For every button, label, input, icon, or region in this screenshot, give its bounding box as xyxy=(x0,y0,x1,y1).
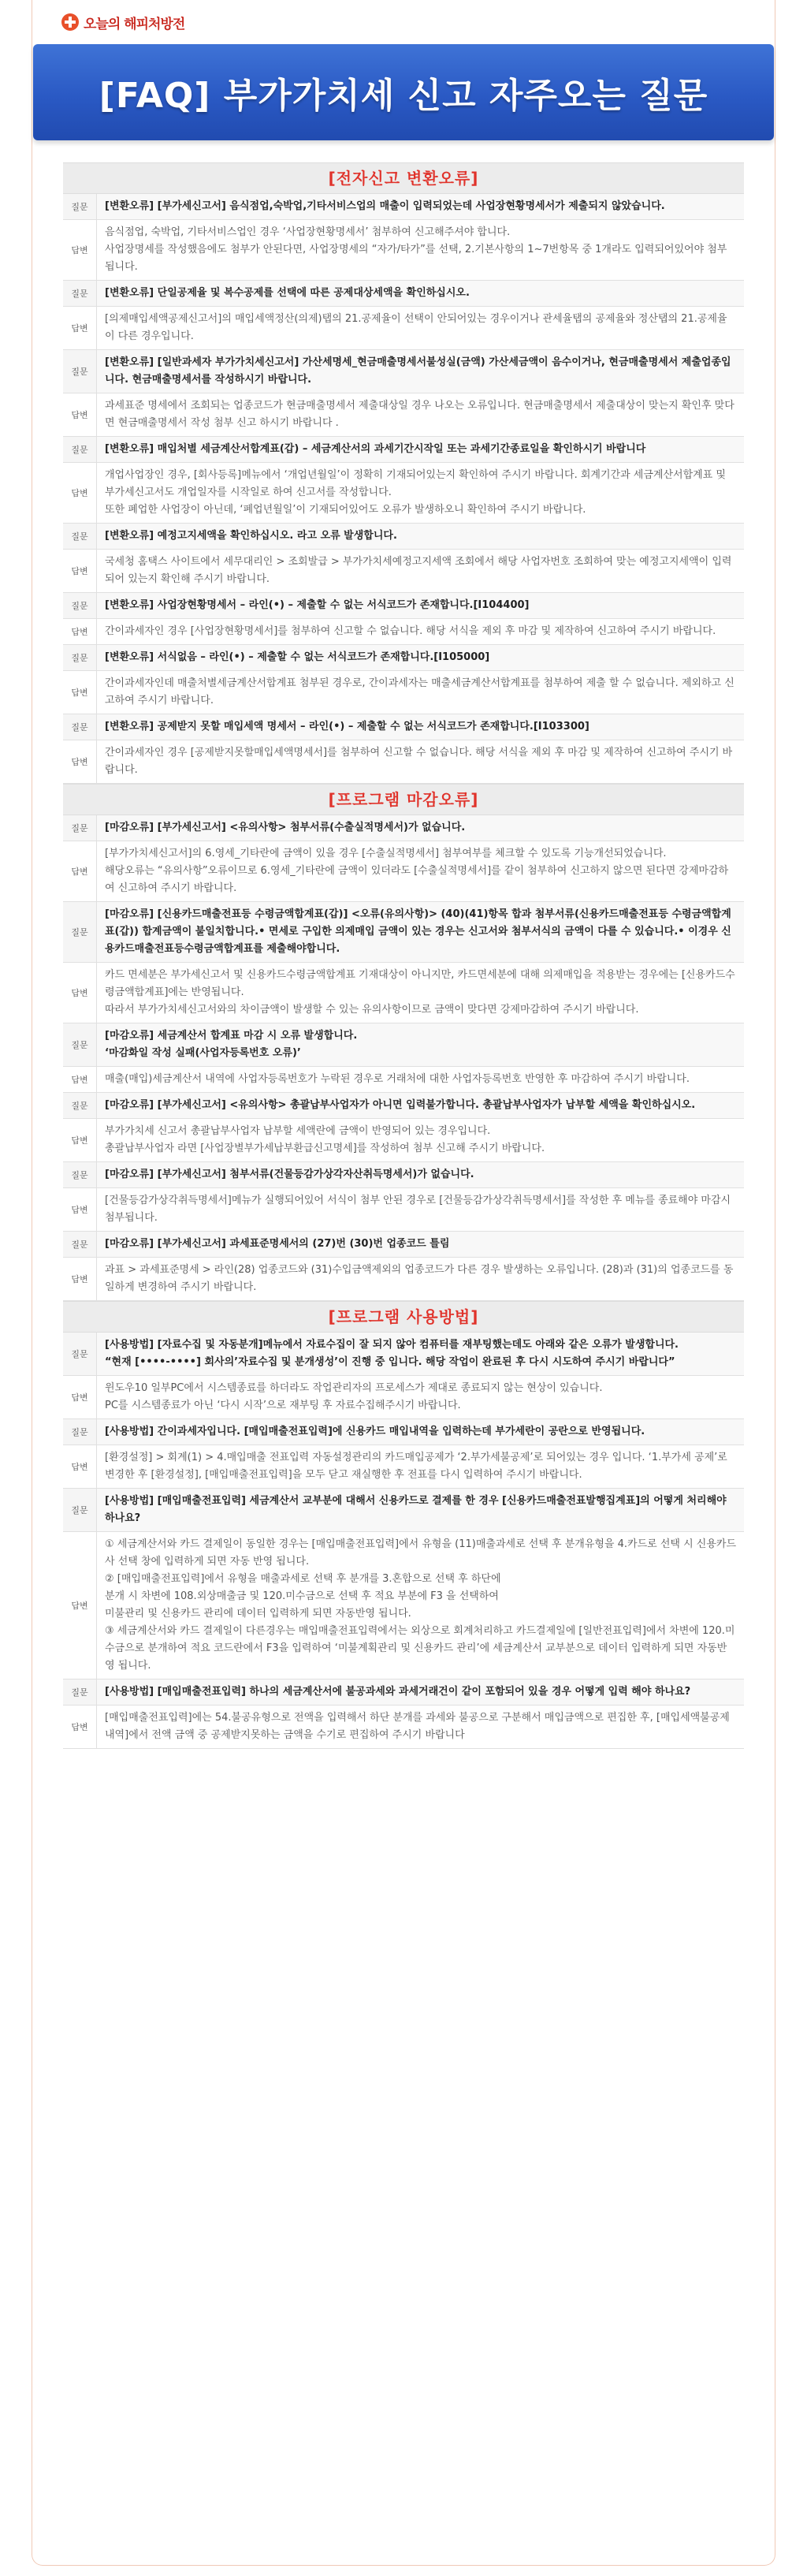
brand xyxy=(61,13,184,32)
question-row xyxy=(63,815,744,841)
answer-text: 과표 > 과세표준명세 > 라인(28) 업종코드와 (31)수입금액제외의 업종코드가 다른 경우 발생하는 오류입니다. (28)과 (31)의 업종코드를 동일하게 변경하여 주시기 바랍니다. xyxy=(105,1264,734,1293)
question-label: 질문 xyxy=(63,194,97,219)
answer-row xyxy=(63,619,744,645)
question-row xyxy=(63,1679,744,1706)
answer-row xyxy=(63,963,744,1023)
question-row xyxy=(63,1093,744,1119)
question-label: 질문 xyxy=(63,1489,97,1531)
answer-text: [환경설정] > 회계(1) > 4.매입매출 전표입력 자동설정관리의 카드매입공제가 ‘2.부가세불공제’로 되어있는 경우 입니다. ‘1.부가세 공제’로 변경한 후 [환경설정], [매입매출전표입력]을 모두 닫고 재실행한 후 전표를 다시 입력하여 주시기 바랍니다. xyxy=(105,1452,727,1481)
section-title: [전자신고 변환오류] xyxy=(63,162,744,194)
question-text: [마감오류] [부가세신고서] <유의사항> 첨부서류(수출실적명세서)가 없습니다. xyxy=(97,815,744,841)
answer-label: 답변 xyxy=(63,1445,97,1488)
answer-row xyxy=(63,740,744,784)
answer-label: 답변 xyxy=(63,1188,97,1231)
question-text: [사용방법] 간이과세자입니다. [매입매출전표입력]에 신용카드 매입내역을 입력하는데 부가세란이 공란으로 반영됩니다. xyxy=(97,1419,744,1445)
question-row xyxy=(63,350,744,393)
question-row xyxy=(63,194,744,220)
question-label: 질문 xyxy=(63,350,97,393)
question-text: [마감오류] [부가세신고서] 과세표준명세서의 (27)번 (30)번 업종코드 틀림 xyxy=(97,1232,744,1257)
answer-label: 답변 xyxy=(63,671,97,714)
faq-table xyxy=(63,162,744,1749)
answer-label: 답변 xyxy=(63,1119,97,1161)
answer-row xyxy=(63,1119,744,1162)
question-text: [마감오류] [부가세신고서] <유의사항> 총괄납부사업자가 아니면 입력불가합니다. 총괄납부사업자가 납부할 세액을 확인하십시오. xyxy=(97,1093,744,1118)
question-label: 질문 xyxy=(63,1093,97,1118)
question-text: [변환오류] 단일공제율 및 복수공제를 선택에 따른 공제대상세액을 확인하십시오. xyxy=(97,281,744,306)
answer-text: [건물등감가상각취득명세서]메뉴가 실행되어있어 서식이 첨부 안된 경우로 [건물등감가상각취득명세서]를 작성한 후 메뉴를 종료해야 마감시 첨부됩니다. xyxy=(105,1195,731,1224)
question-row xyxy=(63,593,744,619)
answer-label: 답변 xyxy=(63,740,97,783)
question-label: 질문 xyxy=(63,1679,97,1705)
question-label: 질문 xyxy=(63,1232,97,1257)
question-text: [사용방법] [매입매출전표입력] 세금계산서 교부분에 대해서 신용카드로 결제를 한 경우 [신용카드매출전표발행집계표]의 어떻게 처리해야 하나요? xyxy=(97,1489,744,1531)
answer-text: 카드 면세분은 부가세신고서 및 신용카드수령금액합계표 기재대상이 아니지만, 카드면세분에 대해 의제매입을 적용받는 경우에는 [신용카드수령금액합계표]에는 반영됩니다. 따라서 부가가치세신고서와의 차이금액이 발생할 수 있는 유의사항이므로 금액이 맞다면 강제마감하여 주시기 바랍니다. xyxy=(105,969,735,1016)
question-label: 질문 xyxy=(63,1023,97,1066)
answer-row xyxy=(63,1258,744,1301)
question-row xyxy=(63,1419,744,1445)
answer-label: 답변 xyxy=(63,1258,97,1300)
answer-label: 답변 xyxy=(63,220,97,280)
page-title: [FAQ] 부가가치세 신고 자주오는 질문 xyxy=(99,76,708,116)
answer-label: 답변 xyxy=(63,1706,97,1748)
question-row xyxy=(63,645,744,671)
question-text: [변환오류] [일반과세자 부가가치세신고서] 가산세명세_현금매출명세서불성실(금액) 가산세금액이 음수이거나, 현금매출명세서 제출업종입니다. 현금매출명세서를 작성하시기 바랍니다. xyxy=(97,350,744,393)
answer-text: 간이과세자인 경우 [공제받지못할매입세액명세서]를 첨부하여 신고할 수 없습니다. 해당 서식을 제외 후 마감 및 제작하여 신고하여 주시기 바랍니다. xyxy=(105,747,733,776)
answer-text: [의제매입세액공제신고서]의 매입세액정산(의제)탭의 21.공제율이 선택이 안되어있는 경우이거나 관세율탭의 공제율와 정산탭의 21.공제율이 다른 경우입니다. xyxy=(105,313,727,342)
question-row xyxy=(63,281,744,307)
answer-text: 간이과세자인데 매출처별세금계산서합계표 첨부된 경우로, 간이과세자는 매출세금계산서합계표를 첨부하여 제출 할 수 없습니다. 제외하고 신고하여 주시기 바랍니다. xyxy=(105,677,734,706)
answer-text: 음식점업, 숙박업, 기타서비스업인 경우 ‘사업장현황명세서’ 첨부하여 신고해주셔야 합니다. 사업장명세를 작성했음에도 첨부가 안된다면, 사업장명세의 “자가/타가”를 선택, 2.기본사항의 1~7번항목 중 1개라도 입력되어있어야 첨부됩니다. xyxy=(105,226,727,273)
answer-row xyxy=(63,1067,744,1093)
answer-label: 답변 xyxy=(63,550,97,592)
question-text: [변환오류] 매입처별 세금계산서합계표(갑) – 세금계산서의 과세기간시작일 또는 과세기간종료일을 확인하시기 바랍니다 xyxy=(97,437,744,462)
question-text: [변환오류] 예정고지세액을 확인하십시오. 라고 오류 발생합니다. xyxy=(97,524,744,549)
question-text: [사용방법] [매입매출전표입력] 하나의 세금계산서에 불공과세와 과세거래건이 같이 포함되어 있을 경우 어떻게 입력 해야 하나요? xyxy=(97,1679,744,1705)
question-text: [변환오류] 공제받지 못할 매입세액 명세서 – 라인(•) – 제출할 수 없는 서식코드가 존재합니다.[I103300] xyxy=(97,714,744,740)
answer-row xyxy=(63,550,744,593)
question-label: 질문 xyxy=(63,524,97,549)
answer-label: 답변 xyxy=(63,1376,97,1418)
answer-text: 매출(매입)세금계산서 내역에 사업자등록번호가 누락된 경우로 거래처에 대한 사업자등록번호 반영한 후 마감하여 주시기 바랍니다. xyxy=(105,1073,690,1085)
question-row xyxy=(63,524,744,550)
answer-label: 답변 xyxy=(63,463,97,523)
answer-label: 답변 xyxy=(63,1532,97,1679)
answer-text: 개업사업장인 경우, [회사등록]메뉴에서 ‘개업년월일’이 정확히 기재되어있는지 확인하여 주시기 바랍니다. 회계기간과 세금계산서합계표 및 부가세신고서도 개업일자를 시작일로 하여 신고서를 작성합니다. 또한 폐업한 사업장이 아닌데, ‘폐업년월일’이 기재되어있어도 오류가 발생하오니 확인하여 주시기 바랍니다. xyxy=(105,469,726,516)
question-text: [변환오류] 서식없음 – 라인(•) – 제출할 수 없는 서식코드가 존재합니다.[I105000] xyxy=(97,645,744,670)
answer-label: 답변 xyxy=(63,393,97,436)
section-title: [프로그램 사용방법] xyxy=(63,1301,744,1333)
question-row xyxy=(63,1023,744,1067)
answer-row xyxy=(63,463,744,524)
answer-label: 답변 xyxy=(63,841,97,901)
answer-text: ① 세금계산서와 카드 결제일이 동일한 경우는 [매입매출전표입력]에서 유형을 (11)매출과세로 선택 후 분개유형을 4.카드로 선택 시 신용카드사 선택 창에 입력하게 되면 자동 반영 됩니다. ② [매입매출전표입력]에서 유형을 매출과세로 선택 후 분개를 3.혼합으로 선택 후 하단에 분개 시 차변에 108.외상매출금 및 120.미수금으로 선택 후 적요 부분에 F3 을 선택하여 미불관리 및 신용카드 관리에 데이터 입력하게 되면 자동반영 됩니다. ③ 세금계산서와 카드 결제일이 다른경우는 매입매출전표입력에서는 외상으로 회계처리하고 카드결제일에 [일반전표입력]에서 차변에 120.미수금으로 분개하여 적요 코드란에서 F3을 입력하여 ‘미불계획관리 및 신용카드 관리’에 세금계산서 교부분으로 데이터 입력하게 되면 자동반영 됩니다. xyxy=(105,1538,737,1672)
answer-row xyxy=(63,841,744,902)
answer-label: 답변 xyxy=(63,619,97,644)
answer-label: 답변 xyxy=(63,307,97,349)
answer-row xyxy=(63,1188,744,1232)
question-row xyxy=(63,1333,744,1376)
question-label: 질문 xyxy=(63,815,97,841)
answer-label: 답변 xyxy=(63,963,97,1023)
section-title: [프로그램 마감오류] xyxy=(63,784,744,815)
question-row xyxy=(63,1162,744,1188)
answer-label: 답변 xyxy=(63,1067,97,1092)
question-label: 질문 xyxy=(63,645,97,670)
question-row xyxy=(63,714,744,740)
question-row xyxy=(63,437,744,463)
answer-row xyxy=(63,671,744,714)
answer-text: 부가가치세 신고서 총괄납부사업자 납부할 세액란에 금액이 반영되어 있는 경우입니다. 총괄납부사업자 라면 [사업장별부가세납부환급신고명세]를 작성하여 첨부 신고해 주시기 바랍니다. xyxy=(105,1125,545,1154)
question-label: 질문 xyxy=(63,593,97,618)
question-text: [마감오류] [부가세신고서] 첨부서류(건물등감가상각자산취득명세서)가 없습니다. xyxy=(97,1162,744,1187)
question-row xyxy=(63,902,744,963)
answer-row xyxy=(63,1532,744,1679)
question-label: 질문 xyxy=(63,714,97,740)
question-text: [변환오류] [부가세신고서] 음식점업,숙박업,기타서비스업의 매출이 입력되었는데 사업장현황명세서가 제출되지 않았습니다. xyxy=(97,194,744,219)
answer-text: [매입매출전표입력]에는 54.불공유형으로 전액을 입력해서 하단 분개를 과세와 불공으로 구분해서 매입금액으로 편집한 후, [매입세액불공제내역]에서 전액 금액 중 공제받지못하는 금액을 수기로 편집하여 주시기 바랍니다 xyxy=(105,1712,730,1741)
question-row xyxy=(63,1489,744,1532)
answer-row xyxy=(63,220,744,281)
answer-text: 과세표준 명세에서 조회되는 업종코드가 현금매출명세서 제출대상일 경우 나오는 오류입니다. 현금매출명세서 제출대상이 맞는지 확인후 맞다면 현금매출명세서 작성 첨부 신고 하시기 바랍니다 . xyxy=(105,400,734,429)
question-label: 질문 xyxy=(63,1333,97,1375)
question-label: 질문 xyxy=(63,1419,97,1445)
question-label: 질문 xyxy=(63,902,97,962)
answer-text: 윈도우10 일부PC에서 시스템종료를 하더라도 작업관리자의 프로세스가 제대로 종료되지 않는 현상이 있습니다. PC를 시스템종료가 아닌 ‘다시 시작’으로 재부팅 후 자료수집해주시기 바랍니다. xyxy=(105,1382,603,1411)
answer-row xyxy=(63,307,744,350)
question-label: 질문 xyxy=(63,281,97,306)
page-banner xyxy=(33,44,774,140)
question-text: [마감오류] 세금계산서 합계표 마감 시 오류 발생합니다. ‘마감화일 작성 실패(사업자등록번호 오류)’ xyxy=(97,1023,744,1066)
question-label: 질문 xyxy=(63,437,97,462)
answer-row xyxy=(63,1376,744,1419)
brand-text: 오늘의 해피처방전 xyxy=(84,16,185,32)
question-text: [사용방법] [자료수집 및 자동분개]메뉴에서 자료수집이 잘 되지 않아 컴퓨터를 재부팅했는데도 아래와 같은 오류가 발생합니다. “현재 [••••-••••] 회사의’자료수집 및 분개생성’이 진행 중 입니다. 해당 작업이 완료된 후 다시 시도하여 주시기 바랍니다” xyxy=(97,1333,744,1375)
question-text: [변환오류] 사업장현황명세서 – 라인(•) – 제출할 수 없는 서식코드가 존재합니다.[I104400] xyxy=(97,593,744,618)
answer-text: [부가가치세신고서]의 6.영세_기타란에 금액이 있을 경우 [수출실적명세서] 첨부여부를 체크할 수 있도록 기능개선되었습니다. 해당오류는 “유의사항”오류이므로 6.영세_기타란에 금액이 있더라도 [수출실적명세서]를 같이 첨부하여 신고하지 않으면 된다면 강제마감하여 신고하여 주시기 바랍니다. xyxy=(105,848,729,894)
answer-text: 국세청 홈택스 사이트에서 세무대리인 > 조회발급 > 부가가치세예정고지세액 조회에서 해당 사업자번호 조회하여 맞는 예정고지세액이 입력되어 있는지 확인해 주시기 바랍니다. xyxy=(105,556,732,585)
answer-row xyxy=(63,393,744,437)
medical-cross-icon xyxy=(61,13,79,31)
answer-row xyxy=(63,1706,744,1749)
answer-text: 간이과세자인 경우 [사업장현황명세서]를 첨부하여 신고할 수 없습니다. 해당 서식을 제외 후 마감 및 제작하여 신고하여 주시기 바랍니다. xyxy=(105,625,716,637)
question-label: 질문 xyxy=(63,1162,97,1187)
answer-row xyxy=(63,1445,744,1489)
question-text: [마감오류] [신용카드매출전표등 수령금액합계표(갑)] <오류(유의사항)> (40)(41)항목 합과 첨부서류(신용카드매출전표등 수령금액합계표(갑)) 합계금액이 불일치합니다.• 면세로 구입한 의제매입 금액이 있는 경우는 신고서와 첨부서식의 금액이 다를 수 있습니다.• 이경우 신용카드매출전표등수령금액합계표를 제출해야합니다. xyxy=(97,902,744,962)
question-row xyxy=(63,1232,744,1258)
